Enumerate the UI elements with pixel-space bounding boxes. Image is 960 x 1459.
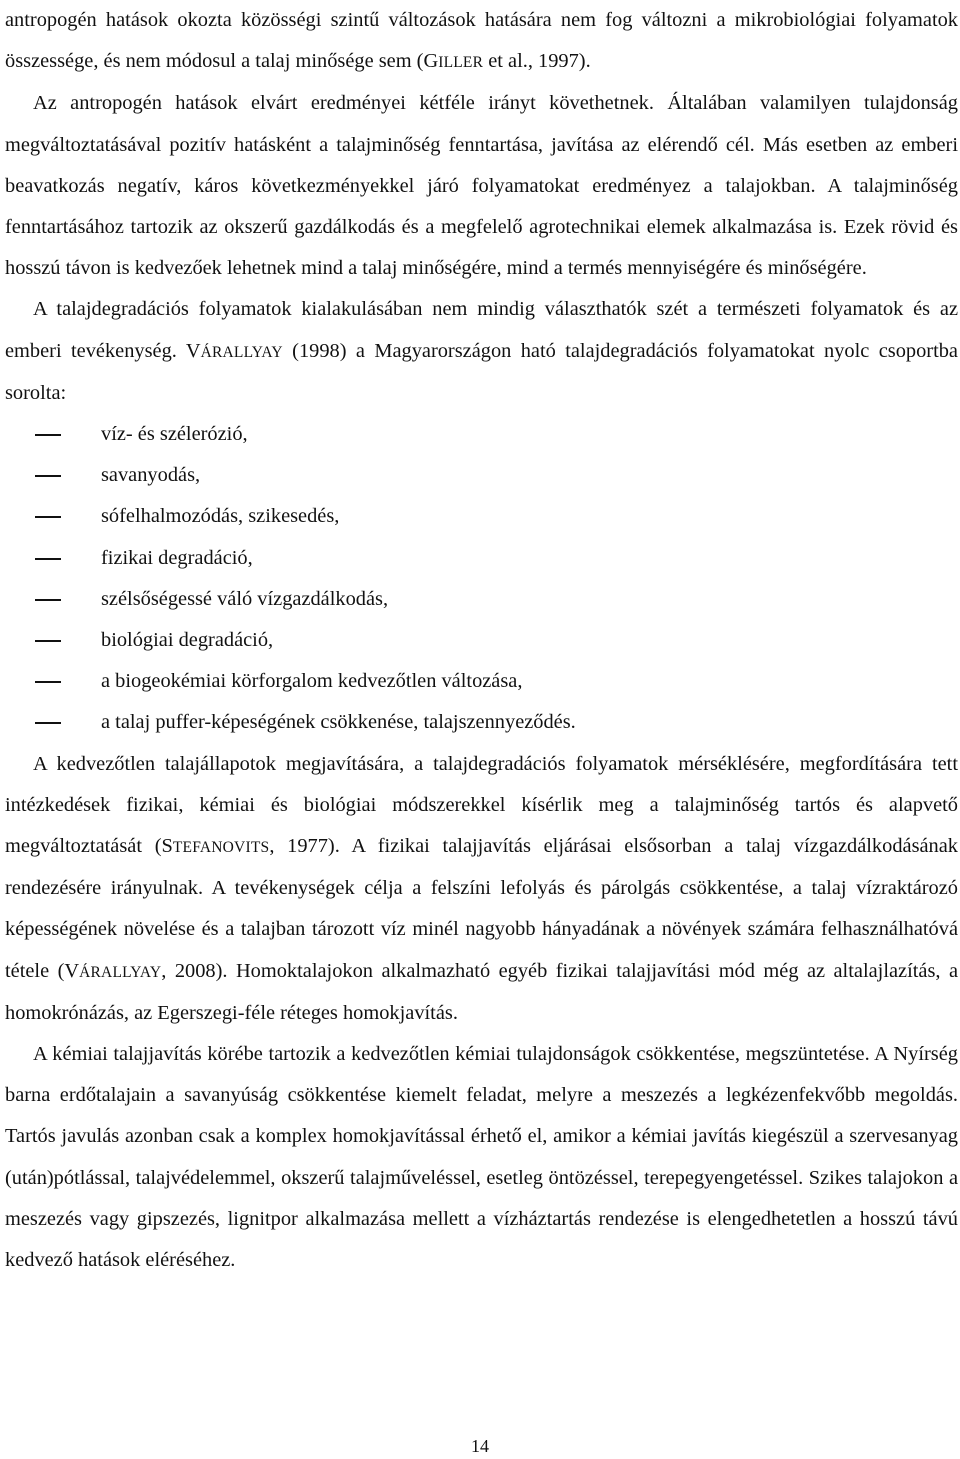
list-item-text: biológiai degradáció, — [101, 628, 274, 651]
list-item-text: savanyodás, — [101, 464, 201, 487]
list-item — [5, 455, 958, 496]
paragraph-3 — [5, 289, 958, 414]
paragraph-2: Az antropogén hatások elvárt eredményei kétféle irányt követhetnek. Általában valamilyen tulajdonság megváltoztatásával pozitív hatásként a talajminőség fenntartása, javítása az elérendő cél. Más esetben az emberi beavatkozás negatív, káros következményekkel járó folyamatokat eredményez a talajokban. A talajminőség fenntartásához tartozik az okszerű gazdálkodás és a megfelelő agrotechnikai elemek alkalmazása is. Ezek rövid és hosszú távon is kedvezőek lehetnek mind a talaj minőségére, mind a termés mennyiségére és minőségére. — [5, 92, 958, 280]
page-number: 14 — [471, 1436, 489, 1456]
list-item-text: szélsőségessé váló vízgazdálkodás, — [101, 587, 389, 610]
dash-bullet — [35, 722, 61, 724]
paragraph-3-end: (1998) a Magyarországon ható talajdegradációs folyamatokat nyolc csoportba sorolta: — [5, 339, 958, 404]
paragraph-1 — [5, 0, 958, 83]
paragraph-4-middle: , 1977). A fizikai talajjavítás eljárásai elsősorban a talaj vízgazdálkodásának rendezésére irányulnak. A tevékenységek célja a felszíni lefolyás és párolgás csökkentése, a talaj vízraktározó képességének növelése és a talajban tározott víz minél nagyobb hányadának a növények számára felhasználhatóvá tétele (V — [5, 834, 958, 982]
author-name-stefanovits: TEFANOVITS — [172, 838, 270, 856]
dash-bullet — [35, 599, 61, 601]
paragraph-4-text: A kedvezőtlen talajállapotok megjavítására, a talajdegradációs folyamatok mérséklésére, megfordítására tett intézkedések fizikai, kémiai és biológiai módszerekkel kísérlik meg a talajminőség tartós és alapvető megváltoztatását (S — [5, 752, 958, 857]
list-item-text: sófelhalmozódás, szikesedés, — [101, 505, 340, 528]
paragraph-5: A kémiai talajjavítás körébe tartozik a kedvezőtlen kémiai tulajdonságok csökkentése, megszüntetése. A Nyírség barna erdőtalajain a savanyúság csökkentése kiemelt feladat, melyre a meszezés a legkézenfekvőbb megoldás. Tartós javulás azonban csak a komplex homokjavítással érhető el, amikor a kémiai javítás kiegészül a szervesanyag (után)pótlással, talajvédelemmel, okszerű talajműveléssel, esetleg öntözéssel, terepegyengetéssel. Szikes talajokon a meszezés vagy gipszezés, lignitpor alkalmazása mellett a vízháztartás rendezése is elengedhetetlen a hosszú távú kedvező hatások eléréséhez. — [5, 1042, 958, 1271]
paragraph-4 — [5, 744, 958, 1034]
dash-bullet — [35, 434, 61, 436]
paragraph-4-end: , 2008). Homoktalajokon alkalmazható egyéb fizikai talajjavítási mód még az altalajlazítás, a homokrónázás, az Egerszegi-féle réteges homokjavítás. — [5, 959, 959, 1024]
dash-bullet — [35, 475, 61, 477]
list-item-text: fizikai degradáció, — [101, 546, 253, 569]
document-page — [5, 0, 958, 1281]
list-item — [5, 496, 958, 537]
list-item — [5, 538, 958, 579]
list-item-text: a biogeokémiai körforgalom kedvezőtlen változása, — [101, 670, 523, 693]
paragraph-3-text: A talajdegradációs folyamatok kialakulásában nem mindig választhatók szét a természeti folyamatok és az emberi tevékenység. V — [5, 298, 958, 362]
list-item — [5, 579, 958, 620]
list-item — [5, 702, 958, 743]
list-item-text: víz- és szélerózió, — [101, 423, 248, 446]
dash-bullet — [35, 516, 61, 518]
list-item — [5, 620, 958, 661]
paragraph-1-end: et al., 1997). — [483, 50, 591, 73]
author-name-giller: ILLER — [438, 54, 484, 72]
paragraph-1-text: antropogén hatások okozta közösségi szintű változások hatására nem fog változni a mikrobiológiai folyamatok összessége, és nem módosul a talaj minősége sem (G — [5, 9, 958, 73]
dash-bullet — [35, 558, 61, 560]
list-item — [5, 661, 958, 702]
dash-bullet — [35, 681, 61, 683]
degradation-list — [5, 414, 958, 744]
author-name-varallyay: ÁRALLYAY — [200, 343, 283, 361]
dash-bullet — [35, 640, 61, 642]
list-item-text: a talaj puffer-képeségének csökkenése, talajszennyeződés. — [101, 711, 576, 734]
author-name-varallyay-2: ÁRALLYAY — [79, 963, 162, 981]
list-item — [5, 414, 958, 455]
